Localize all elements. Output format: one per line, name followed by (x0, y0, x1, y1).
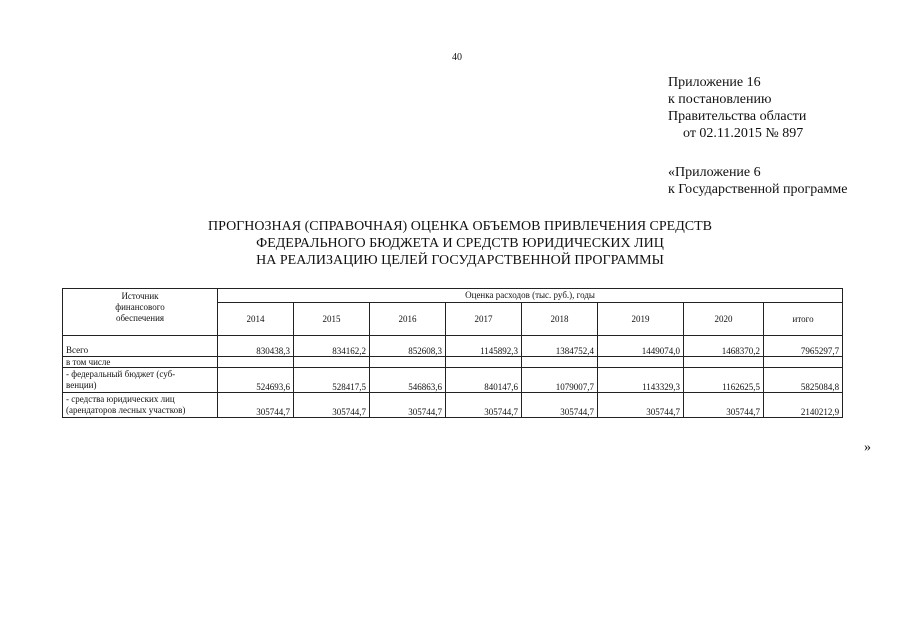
table-cell: 1145892,3 (446, 336, 522, 357)
table-cell (294, 357, 370, 368)
table-cell-total: 5825084,8 (764, 368, 843, 393)
table-cell (370, 357, 446, 368)
annex-line: Правительства области (668, 109, 807, 124)
year-header-cell: 2017 (446, 302, 522, 335)
year-header-cell: 2020 (684, 302, 764, 335)
table-cell: 305744,7 (598, 393, 684, 418)
row-label-line: (арендаторов лесных участков) (66, 405, 186, 415)
table-row-legal-entities (63, 393, 843, 418)
row-label (63, 393, 218, 418)
table-cell: 1143329,3 (598, 368, 684, 393)
row-label: в том числе (63, 357, 218, 368)
table-cell: 834162,2 (294, 336, 370, 357)
total-header-cell: итого (764, 302, 843, 335)
row-label-line: - средства юридических лиц (66, 394, 175, 404)
table-cell: 1384752,4 (522, 336, 598, 357)
table-cell: 1468370,2 (684, 336, 764, 357)
table-cell: 1449074,0 (598, 336, 684, 357)
table-row-total (63, 336, 843, 357)
title-line: НА РЕАЛИЗАЦИЮ ЦЕЛЕЙ ГОСУДАРСТВЕННОЙ ПРОГРАММЫ (256, 253, 664, 268)
year-header-cell: 2016 (370, 302, 446, 335)
table-header-row (63, 289, 843, 303)
annex-line: к постановлению (668, 92, 772, 107)
table-cell: 1079007,7 (522, 368, 598, 393)
year-header-cell: 2014 (218, 302, 294, 335)
title-line: ФЕДЕРАЛЬНОГО БЮДЖЕТА И СРЕДСТВ ЮРИДИЧЕСКИХ ЛИЦ (256, 236, 664, 251)
annex-block (668, 74, 806, 142)
year-header-cell: 2019 (598, 302, 684, 335)
table-cell (598, 357, 684, 368)
annex-line: Приложение 16 (668, 75, 761, 90)
row-label-line: венции) (66, 380, 97, 390)
row-label-line: - федеральный бюджет (суб- (66, 369, 176, 379)
page-number: 40 (452, 52, 462, 63)
table-row-federal (63, 368, 843, 393)
table-cell: 830438,3 (218, 336, 294, 357)
source-header-cell (63, 289, 218, 336)
annex-line: от 02.11.2015 № 897 (683, 126, 804, 141)
table-cell (764, 357, 843, 368)
table-cell (218, 357, 294, 368)
year-header-cell: 2015 (294, 302, 370, 335)
source-header-line: финансового (115, 302, 165, 312)
financing-table (62, 288, 843, 418)
source-header-line: Источник (121, 291, 159, 301)
table-row-including (63, 357, 843, 368)
table-cell: 852608,3 (370, 336, 446, 357)
table-cell (522, 357, 598, 368)
row-label (63, 368, 218, 393)
table-cell: 305744,7 (446, 393, 522, 418)
table-cell: 528417,5 (294, 368, 370, 393)
table-cell-total: 7965297,7 (764, 336, 843, 357)
source-header-line: обеспечения (115, 313, 165, 323)
year-header-cell: 2018 (522, 302, 598, 335)
table-cell: 305744,7 (218, 393, 294, 418)
table-cell: 546863,6 (370, 368, 446, 393)
document-title (150, 218, 770, 269)
table-cell: 305744,7 (522, 393, 598, 418)
table-cell: 305744,7 (294, 393, 370, 418)
table-cell: 305744,7 (370, 393, 446, 418)
annex-inner-line: к Государственной программе (668, 182, 848, 197)
table-cell (446, 357, 522, 368)
expense-group-header: Оценка расходов (тыс. руб.), годы (218, 289, 843, 303)
table-cell: 1162625,5 (684, 368, 764, 393)
table-cell: 305744,7 (684, 393, 764, 418)
annex-inner-line: «Приложение 6 (668, 165, 761, 180)
table-cell-total: 2140212,9 (764, 393, 843, 418)
annex-inner-block (668, 164, 847, 198)
table-cell: 840147,6 (446, 368, 522, 393)
closing-quote: » (864, 440, 871, 455)
table-cell: 524693,6 (218, 368, 294, 393)
title-line: ПРОГНОЗНАЯ (СПРАВОЧНАЯ) ОЦЕНКА ОБЪЕМОВ ПРИВЛЕЧЕНИЯ СРЕДСТВ (208, 219, 712, 234)
row-label: Всего (63, 336, 218, 357)
table-cell (684, 357, 764, 368)
